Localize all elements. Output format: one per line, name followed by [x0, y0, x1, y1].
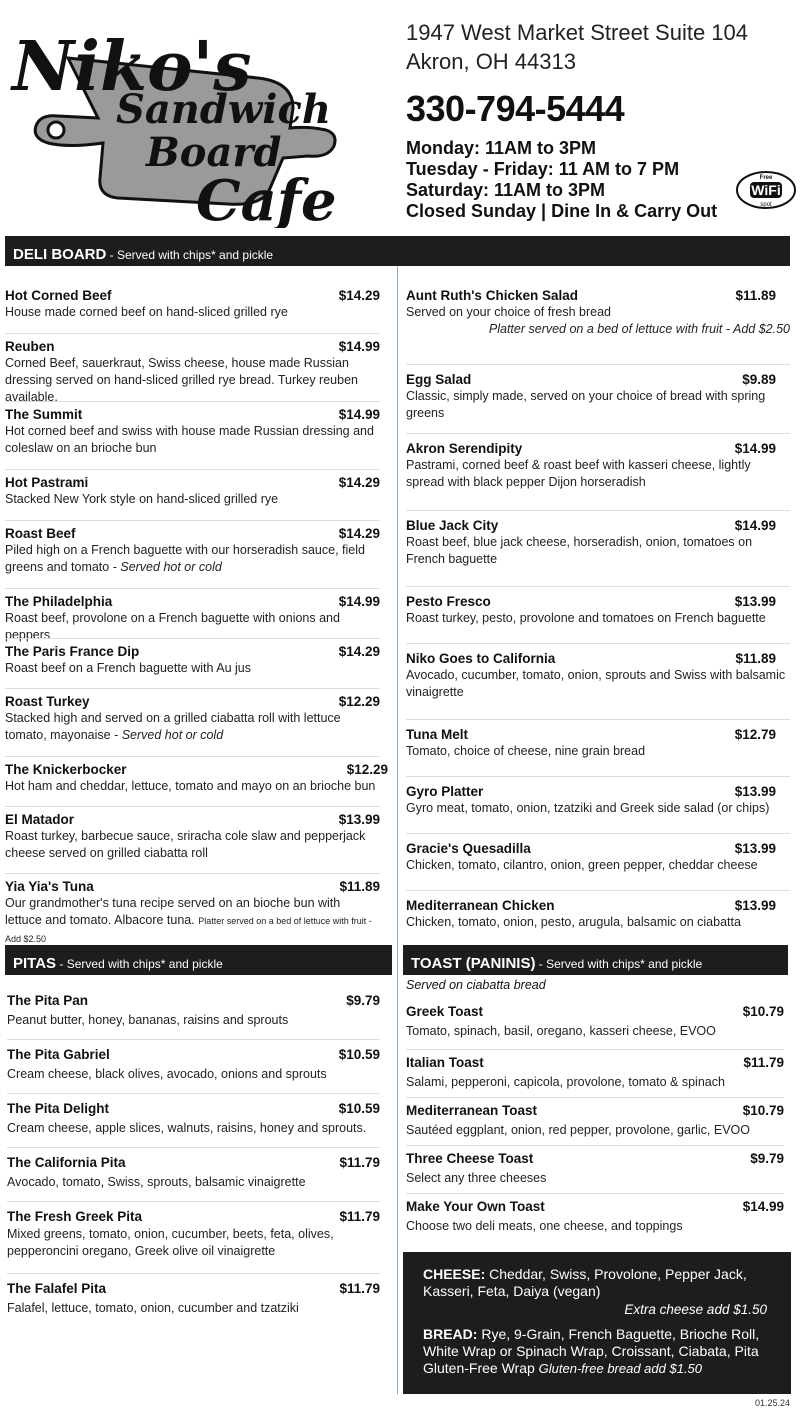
pitas-header	[5, 945, 392, 975]
item-price: $11.79	[339, 1209, 380, 1224]
menu-item	[406, 364, 790, 433]
menu-item	[406, 287, 790, 364]
section-subtitle: - Served with chips* and pickle	[535, 957, 703, 971]
item-desc: Stacked New York style on hand-sliced grilled rye	[5, 492, 279, 506]
item-name: Blue Jack City	[406, 518, 499, 533]
menu-item	[5, 688, 380, 756]
item-desc: Tomato, spinach, basil, oregano, kasseri cheese, EVOO	[406, 1024, 716, 1038]
item-desc: Served on your choice of fresh bread	[406, 305, 611, 319]
item-price: $14.29	[338, 526, 380, 541]
wifi-top-label: Free	[759, 175, 773, 181]
item-desc	[5, 542, 380, 576]
cheese-bread-info-box	[403, 1252, 791, 1394]
menu-item	[5, 520, 380, 588]
menu-date: 01.25.24	[754, 1398, 790, 1408]
item-desc: Select any three cheeses	[406, 1171, 547, 1185]
item-name: Niko Goes to California	[406, 651, 556, 666]
item-price: $11.89	[339, 879, 380, 894]
item-name: Akron Serendipity	[406, 441, 523, 456]
cutting-board-logo	[8, 8, 338, 228]
deli-left-column	[5, 287, 388, 944]
menu-item	[406, 833, 790, 890]
item-desc: Corned Beef, sauerkraut, Swiss cheese, house made Russian dressing served on hand-sliced grilled rye bread. Turkey reuben available.	[5, 356, 358, 404]
item-desc: Falafel, lettuce, tomato, onion, cucumber and tzatziki	[7, 1301, 299, 1315]
menu-item	[7, 1201, 380, 1273]
section-subtitle: - Served with chips* and pickle	[106, 248, 274, 262]
item-price: $11.79	[339, 1281, 380, 1296]
item-price: $13.99	[734, 784, 776, 799]
item-name: Reuben	[5, 339, 55, 354]
item-price: $10.59	[338, 1101, 380, 1116]
board-hole-icon	[48, 122, 64, 138]
deli-right-column	[406, 287, 790, 940]
item-name: Make Your Own Toast	[406, 1199, 545, 1214]
item-name: Yia Yia's Tuna	[5, 879, 94, 894]
item-price: $12.29	[338, 694, 380, 709]
item-price: $14.29	[338, 475, 380, 490]
item-name: Mediterranean Chicken	[406, 898, 555, 913]
wifi-icon	[736, 170, 796, 210]
item-desc-text: Our grandmother's tuna recipe served on an bioche bun with lettuce and tomato. Albacore tuna.	[5, 896, 341, 927]
item-desc: Cream cheese, black olives, avocado, onions and sprouts	[7, 1067, 327, 1081]
item-desc: Pastrami, corned beef & roast beef with kasseri cheese, lightly spread with black pepper Dijon horseradish	[406, 458, 751, 489]
menu-item	[406, 643, 790, 719]
item-price: $11.79	[743, 1055, 784, 1070]
item-desc: Peanut butter, honey, bananas, raisins and sprouts	[7, 1013, 289, 1027]
logo-line-3: Board	[146, 129, 282, 176]
section-subtitle: - Served with chips* and pickle	[56, 957, 223, 971]
item-name: The Fresh Greek Pita	[7, 1209, 143, 1224]
logo	[8, 8, 338, 228]
item-name: El Matador	[5, 812, 75, 827]
item-price: $12.29	[346, 762, 388, 777]
item-desc: Roast turkey, barbecue sauce, sriracha cole slaw and pepperjack cheese served on grilled ciabatta roll	[5, 829, 366, 860]
menu-item	[406, 1145, 784, 1193]
menu-item	[406, 1003, 784, 1049]
item-price: $14.99	[338, 407, 380, 422]
item-price: $14.99	[338, 594, 380, 609]
hours-line: Closed Sunday | Dine In & Carry Out	[406, 201, 718, 221]
menu-item	[406, 433, 790, 510]
item-price: $14.29	[338, 644, 380, 659]
item-desc: Hot corned beef and swiss with house made Russian dressing and coleslaw on an brioche bun	[5, 424, 374, 455]
item-price: $14.99	[734, 441, 776, 456]
section-title: DELI BOARD	[13, 246, 107, 263]
item-desc	[5, 895, 380, 948]
menu-item	[406, 586, 790, 643]
item-price: $13.99	[734, 898, 776, 913]
item-desc: Choose two deli meats, one cheese, and toppings	[406, 1219, 683, 1233]
menu-item	[5, 806, 380, 873]
item-desc: Tomato, choice of cheese, nine grain bread	[406, 744, 646, 758]
menu-item	[406, 776, 790, 833]
logo-line-2: Sandwich	[116, 86, 331, 133]
item-desc: Gyro meat, tomato, onion, tzatziki and Greek side salad (or chips)	[406, 801, 770, 815]
item-name: Italian Toast	[406, 1055, 484, 1070]
wifi-bottom-label: spot	[760, 202, 772, 208]
item-note: Platter served on a bed of lettuce with fruit - Add $2.50	[488, 322, 790, 336]
hours-line: Tuesday - Friday: 11 AM to 7 PM	[406, 159, 680, 179]
phone-number[interactable]: 330-794-5444	[406, 88, 625, 129]
item-price: $10.79	[742, 1103, 784, 1118]
item-name: Hot Corned Beef	[5, 288, 112, 303]
item-name: Pesto Fresco	[406, 594, 491, 609]
item-desc-text: Stacked high and served on a grilled ciabatta roll with lettuce tomato, mayonaise -	[5, 711, 341, 742]
toast-header	[403, 945, 788, 975]
cheese-label: CHEESE:	[423, 1266, 486, 1282]
item-name: The Summit	[5, 407, 83, 422]
item-name: The Falafel Pita	[7, 1281, 107, 1296]
section-title: TOAST (PANINIS)	[411, 955, 536, 972]
item-price: $14.99	[742, 1199, 784, 1214]
menu-item	[7, 1147, 380, 1201]
toast-intro: Served on ciabatta bread	[406, 978, 546, 992]
item-name: Aunt Ruth's Chicken Salad	[406, 288, 578, 303]
item-price: $9.89	[742, 372, 776, 387]
item-price: $11.89	[735, 288, 776, 303]
item-desc: Sautéed eggplant, onion, red pepper, provolone, garlic, EVOO	[406, 1123, 750, 1137]
item-desc: Roast turkey, pesto, provolone and tomatoes on French baguette	[406, 611, 766, 625]
menu-item	[406, 890, 790, 940]
menu-item	[406, 1049, 784, 1097]
item-desc: Chicken, tomato, onion, pesto, arugula, balsamic on ciabatta	[406, 915, 741, 929]
cheese-options	[423, 1266, 771, 1300]
item-price: $13.99	[338, 812, 380, 827]
item-desc: Roast beef on a French baguette with Au jus	[5, 661, 251, 675]
item-name: Gracie's Quesadilla	[406, 841, 531, 856]
item-name: The Pita Pan	[7, 993, 89, 1008]
menu-item	[406, 1097, 784, 1145]
address-line-2: Akron, OH 44313	[406, 49, 576, 74]
item-name: The Paris France Dip	[5, 644, 140, 659]
section-title: PITAS	[13, 955, 57, 972]
menu-item	[406, 1193, 784, 1241]
item-note: Served hot or cold	[121, 728, 224, 742]
item-price: $10.59	[338, 1047, 380, 1062]
item-note: Served hot or cold	[120, 560, 222, 574]
item-name: Roast Beef	[5, 526, 76, 541]
item-desc: Roast beef, blue jack cheese, horseradish, onion, tomatoes on French baguette	[406, 535, 753, 566]
item-price: $14.99	[338, 339, 380, 354]
column-divider	[397, 266, 398, 1394]
cheese-text: Cheddar, Swiss, Provolone, Pepper Jack, Kasseri, Feta, Daiya (vegan)	[423, 1266, 747, 1299]
item-desc	[5, 710, 380, 744]
item-price: $11.79	[339, 1155, 380, 1170]
menu-item	[5, 756, 388, 806]
menu-item	[5, 588, 380, 642]
menu-item	[5, 873, 380, 944]
menu-item	[7, 1039, 380, 1093]
pitas-column	[7, 992, 380, 1319]
menu-item	[5, 401, 380, 469]
item-desc: Roast beef, provolone on a French baguette with onions and peppers	[5, 611, 340, 642]
menu-item	[406, 719, 790, 776]
item-price: $14.99	[734, 518, 776, 533]
item-name: Hot Pastrami	[5, 475, 89, 490]
logo-line-1: Niko's	[12, 27, 252, 107]
hours-line: Saturday: 11AM to 3PM	[406, 180, 606, 200]
item-price: $11.89	[735, 651, 776, 666]
menu-item	[5, 638, 380, 688]
item-desc: Cream cheese, apple slices, walnuts, raisins, honey and sprouts.	[7, 1121, 367, 1135]
item-desc: Avocado, tomato, Swiss, sprouts, balsamic vinaigrette	[7, 1175, 306, 1189]
item-price: $12.79	[734, 727, 776, 742]
bread-options	[423, 1326, 771, 1377]
menu-item	[7, 992, 380, 1039]
item-desc: Avocado, cucumber, tomato, onion, sprouts and Swiss with balsamic vinaigrette	[406, 668, 786, 699]
item-name: The Philadelphia	[5, 594, 113, 609]
item-price: $9.79	[346, 993, 380, 1008]
item-name: Mediterranean Toast	[406, 1103, 538, 1118]
item-desc: Chicken, tomato, cilantro, onion, green pepper, cheddar cheese	[406, 858, 758, 872]
item-price: $10.79	[742, 1004, 784, 1019]
item-name: Roast Turkey	[5, 694, 90, 709]
logo-line-4: Cafe	[196, 168, 337, 228]
item-name: Gyro Platter	[406, 784, 484, 799]
item-name: The California Pita	[7, 1155, 126, 1170]
item-desc: Hot ham and cheddar, lettuce, tomato and mayo on an brioche bun	[5, 779, 376, 793]
item-price: $13.99	[734, 841, 776, 856]
menu-item	[406, 510, 790, 586]
item-desc-text: Piled high on a French baguette with our horseradish sauce, field greens and tomato -	[5, 543, 365, 574]
item-name: The Pita Gabriel	[7, 1047, 110, 1062]
menu-item	[5, 333, 380, 404]
item-note: Platter served on a bed of lettuce with fruit - Add $2.50	[5, 916, 372, 944]
item-desc: Salami, pepperoni, capicola, provolone, tomato & spinach	[406, 1075, 725, 1089]
item-name: The Pita Delight	[7, 1101, 110, 1116]
item-desc: House made corned beef on hand-sliced grilled rye	[5, 305, 288, 319]
address-line-1: 1947 West Market Street Suite 104	[406, 20, 748, 45]
item-name: Egg Salad	[406, 372, 472, 387]
menu-item	[5, 287, 380, 333]
item-price: $9.79	[750, 1151, 784, 1166]
toast-column	[406, 1003, 784, 1241]
bread-label: BREAD:	[423, 1326, 478, 1342]
wifi-main-label: WiFi	[751, 182, 781, 198]
item-price: $13.99	[734, 594, 776, 609]
cheese-extra: Extra cheese add $1.50	[624, 1302, 767, 1317]
item-price: $14.29	[338, 288, 380, 303]
item-desc: Mixed greens, tomato, onion, cucumber, beets, feta, olives, pepperoncini oregano, Greek olive oil vinaigrette	[7, 1227, 334, 1258]
deli-board-header	[5, 236, 790, 266]
hours-line: Monday: 11AM to 3PM	[406, 138, 597, 158]
item-desc: Classic, simply made, served on your choice of bread with spring greens	[406, 389, 766, 420]
bread-note: Gluten-free bread add $1.50	[538, 1361, 703, 1376]
item-name: The Knickerbocker	[5, 762, 127, 777]
item-name: Three Cheese Toast	[406, 1151, 534, 1166]
menu-item	[7, 1093, 380, 1147]
item-name: Tuna Melt	[406, 727, 468, 742]
item-name: Greek Toast	[406, 1004, 484, 1019]
bread-text: Rye, 9-Grain, French Baguette, Brioche Roll, White Wrap or Spinach Wrap, Croissant, Ciabata, Pita Gluten-Free Wrap	[423, 1326, 760, 1376]
menu-item	[5, 469, 380, 520]
menu-item	[7, 1273, 380, 1319]
